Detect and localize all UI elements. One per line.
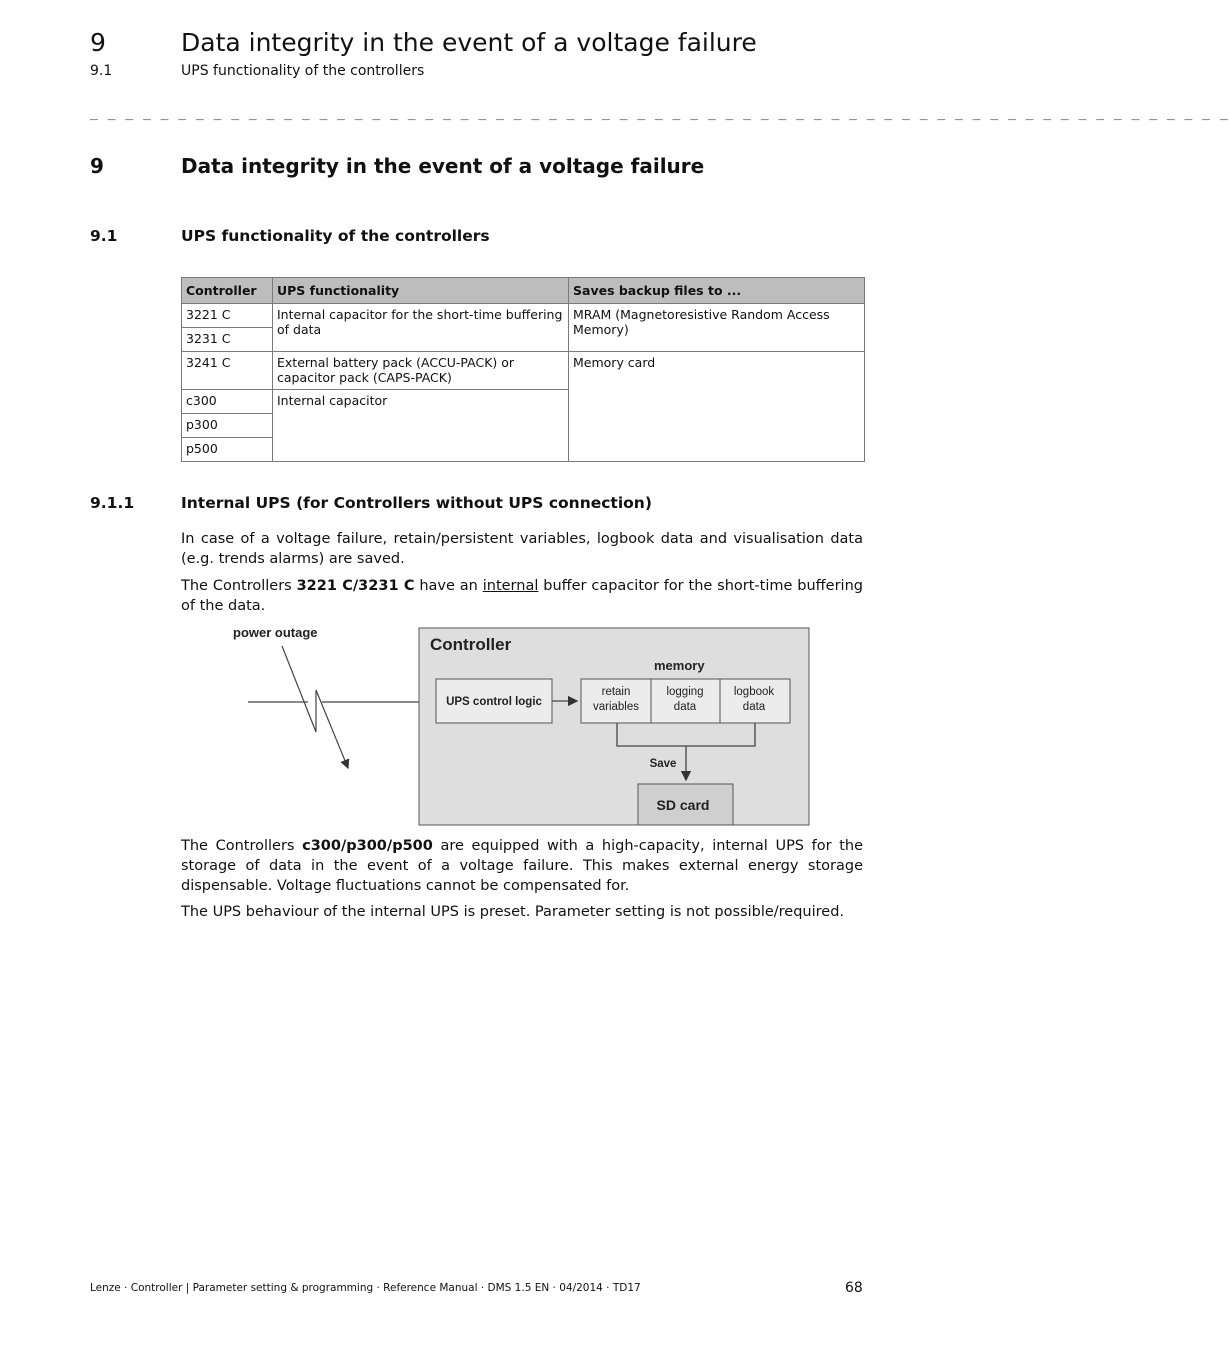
diagram-power-outage-label: power outage [233,625,318,640]
text: have an [414,578,483,594]
controller-label: Controller [430,635,512,654]
text: The Controllers [181,838,303,854]
table-cell-controller: c300 [182,390,273,414]
heading3-number: 9.1.1 [90,494,135,512]
paragraph-voltage-failure: In case of a voltage failure, retain/persistent variables, logbook data and visualisation data (e.g. trends alarms) are saved. [181,531,863,567]
table-cell-controller: p300 [182,414,273,438]
text: buffer capacitor for the short-time buffering of the data. [181,578,863,614]
lightning-bolt-icon [282,646,348,768]
running-header-section-title: UPS functionality of the controllers [181,63,425,79]
sd-card-label: SD card [656,797,710,813]
table-cell-ups: External battery pack (ACCU-PACK) or capacitor pack (CAPS-PACK) [273,352,569,390]
underlined-internal: internal [482,578,539,594]
footer-text: Lenze · Controller | Parameter setting & programming · Reference Manual · DMS 1.5 EN · 04/2014 · TD17 [90,1282,641,1294]
table-cell-controller: 3231 C [182,328,273,352]
table-cell-controller: 3221 C [182,304,273,328]
table-cell-controller: 3241 C [182,352,273,390]
text: The Controllers [181,578,297,594]
controller-box [419,628,809,825]
logging-label-line1: logging [666,686,704,698]
bold-controllers: c300/p300/p500 [302,838,433,854]
header-separator: _ _ _ _ _ _ _ _ _ _ _ _ _ _ _ _ _ _ _ _ _ _ _ _ _ _ _ _ _ _ _ _ _ _ _ _ _ _ _ _ _ _ _ _ _ _ _ _ _ _ _ _ _ _ _ _ _ _ _ _ _ _ _ _ _ [90,106,1229,121]
table-row [182,304,865,328]
ups-functionality-table [181,277,865,462]
heading3-title: Internal UPS (for Controllers without UPS connection) [181,494,652,512]
retain-label-line2: variables [592,701,640,713]
heading1-title: Data integrity in the event of a voltage failure [181,154,705,178]
logbook-label-line2: data [742,701,766,713]
text: are equipped with a high-capacity, internal UPS for the storage of data in the event of a voltage failure. This makes external energy storage dispensable. Voltage fluctuations cannot be compensated for. [181,838,863,894]
table-header-row [182,278,865,304]
table-header-ups-functionality: UPS functionality [273,278,569,304]
table-header-saves-backup: Saves backup files to ... [569,278,865,304]
table-cell-saves: MRAM (Magnetoresistive Random Access Memory) [569,304,865,352]
running-header-section-number: 9.1 [90,63,113,79]
logging-label-line2: data [673,701,697,713]
heading2-title: UPS functionality of the controllers [181,227,490,245]
bold-controllers: 3221 C/3231 C [296,578,415,594]
table-row [182,352,865,390]
paragraph-high-capacity-ups [181,836,863,896]
paragraph-buffer-capacitor [181,576,863,616]
table-cell-ups: Internal capacitor for the short-time buffering of data [273,304,569,352]
heading2-number: 9.1 [90,227,118,245]
ups-diagram [230,620,815,832]
heading1-number: 9 [90,154,104,178]
save-label: Save [649,758,677,770]
running-header-chapter-number: 9 [90,28,106,57]
table-cell-controller: p500 [182,438,273,462]
table-cell-ups: Internal capacitor [273,390,569,462]
logbook-label-line1: logbook [733,686,775,698]
memory-label: memory [654,658,705,673]
page-number: 68 [845,1280,863,1296]
running-header-chapter-title: Data integrity in the event of a voltage failure [181,28,757,57]
table-header-controller: Controller [182,278,273,304]
retain-label-line1: retain [601,686,631,698]
ups-control-logic-label: UPS control logic [446,696,542,708]
paragraph-ups-behaviour: The UPS behaviour of the internal UPS is preset. Parameter setting is not possible/required. [181,904,845,920]
table-cell-saves: Memory card [569,352,865,462]
